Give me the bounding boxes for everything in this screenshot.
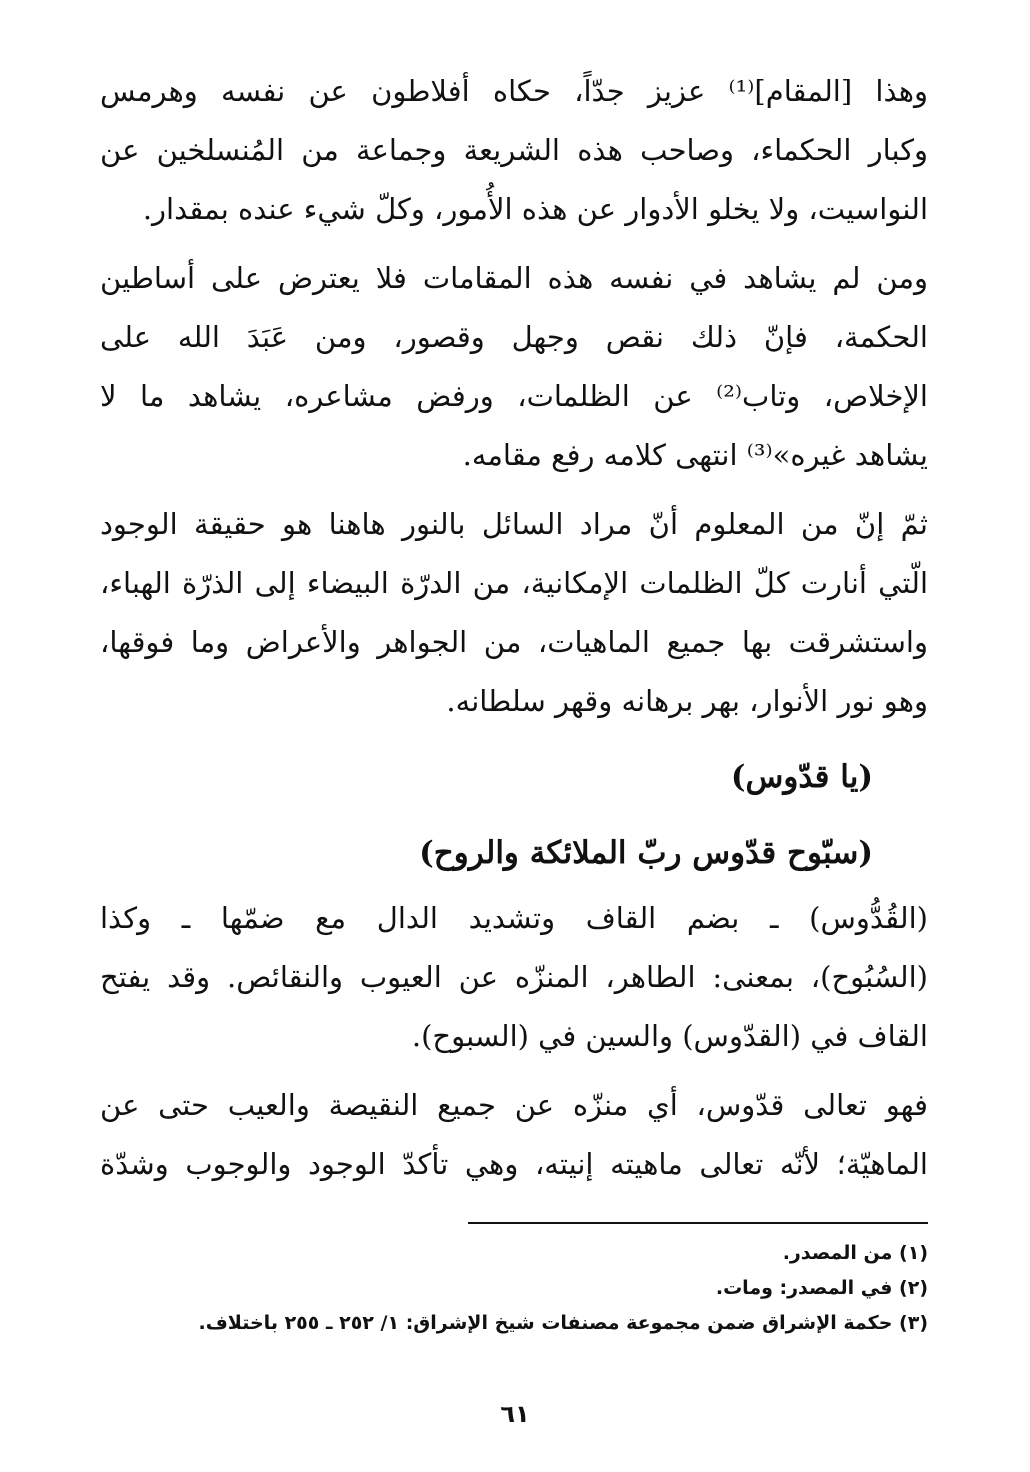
paragraph-2 [100,249,928,485]
section-heading: (يا قدّوس) [730,759,873,795]
text-line: الإخلاص، وتاب⁽²⁾ عن الظلمات، ورفض مشاعره، يشاهد ما لا [100,379,928,413]
text-line: النواسيت، ولا يخلو الأدوار عن هذه الأُمور، وكلّ شيء عنده بمقدار. [142,192,928,226]
text-line: (القُدُّوس) ـ بضم القاف وتشديد الدال مع ضمّها ـ وكذا [100,901,928,935]
text-line: الحكمة، فإنّ ذلك نقص وجهل وقصور، ومن عَبَدَ الله على [100,320,928,354]
text-line: واستشرقت بها جميع الماهيات، من الجواهر والأعراض وما فوقها، [100,625,928,659]
page-body [100,62,928,1204]
text-line: ثمّ إنّ من المعلوم أنّ مراد السائل بالنور هاهنا هو حقيقة الوجود [100,507,928,541]
paragraph-4 [100,889,928,1066]
text-line: وهو نور الأنوار، بهر برهانه وقهر سلطانه. [446,684,928,718]
footnote: (٢) في المصدر: ومات. [715,1277,928,1299]
section-heading: (سبّوح قدّوس ربّ الملائكة والروح) [419,835,873,871]
text-line: فهو تعالى قدّوس، أي منزّه عن جميع النقيصة والعيب حتى عن [100,1088,928,1122]
page-number: ٦١ [500,1400,530,1428]
footnote: (٣) حكمة الإشراق ضمن مجموعة مصنفات شيخ الإشراق: ١/ ٢٥٢ ـ ٢٥٥ باختلاف. [198,1312,928,1334]
paragraph-3 [100,495,928,731]
text-line: وكبار الحكماء، وصاحب هذه الشريعة وجماعة من المُنسلخين عن [100,133,928,167]
footnote-divider [468,1222,928,1224]
paragraph-5 [100,1076,928,1194]
footnotes [100,1236,928,1341]
text-line: الّتي أنارت كلّ الظلمات الإمكانية، من الدرّة البيضاء إلى الذرّة الهباء، [100,566,928,600]
text-line: ومن لم يشاهد في نفسه هذه المقامات فلا يعترض على أساطين [100,261,928,295]
text-line: الماهيّة؛ لأنّه تعالى ماهيته إنيته، وهي تأكدّ الوجود والوجوب وشدّة [100,1147,928,1181]
footnote: (١) من المصدر. [782,1242,928,1264]
text-line: القاف في (القدّوس) والسين في (السبوح). [411,1019,928,1053]
paragraph-1 [100,62,928,239]
text-line: (السُبُوح)، بمعنى: الطاهر، المنزّه عن العيوب والنقائص. وقد يفتح [100,960,928,994]
text-line: يشاهد غيره»⁽³⁾ انتهى كلامه رفع مقامه. [462,438,928,472]
text-line: وهذا [المقام]⁽¹⁾ عزيز جدّاً، حكاه أفلاطون عن نفسه وهرمس [100,74,928,108]
